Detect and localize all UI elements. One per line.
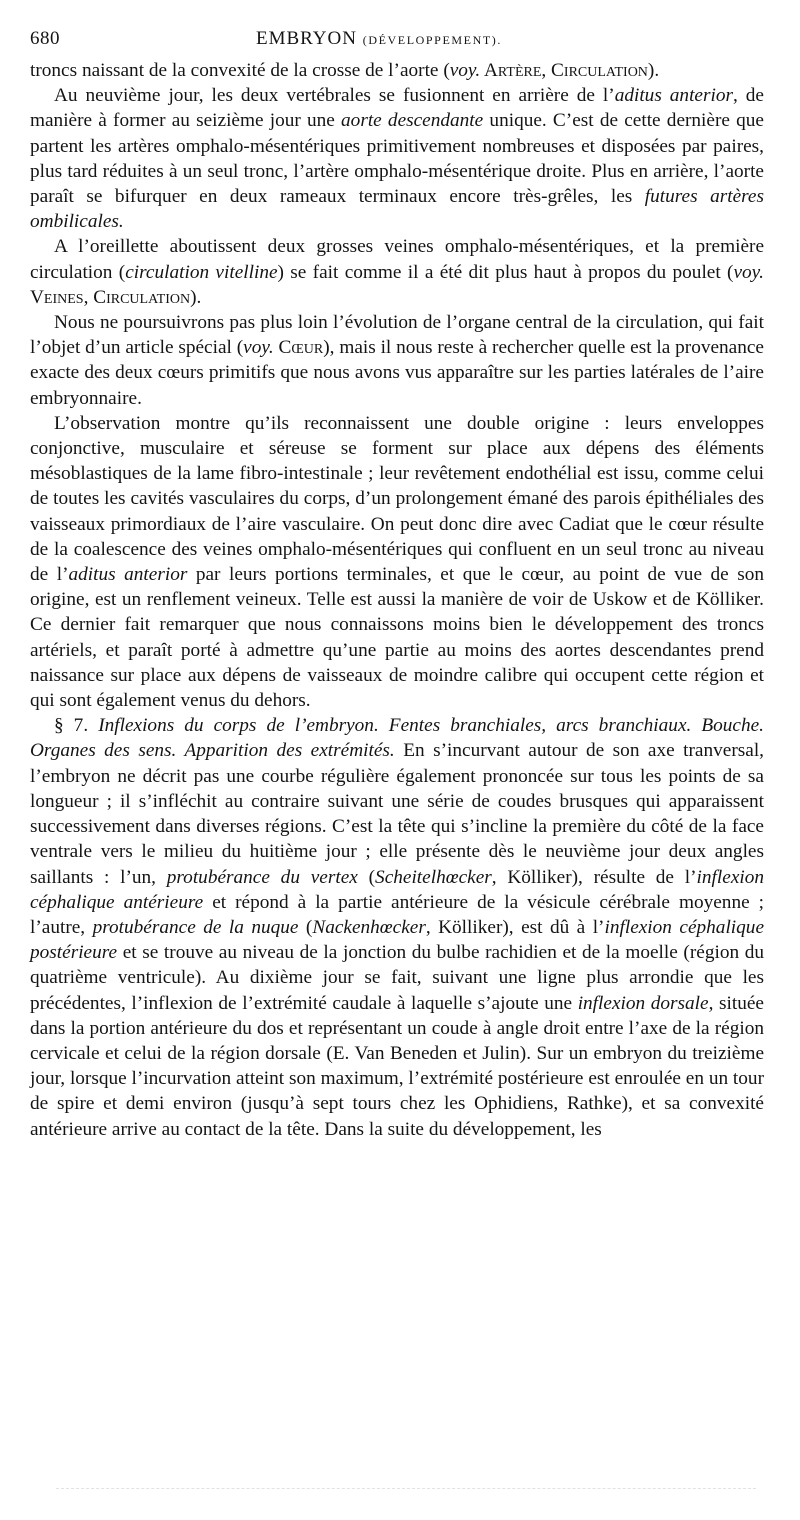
small-caps-text: Veines, Circulation — [30, 286, 191, 308]
text-run: § 7. — [54, 715, 99, 737]
italic-text: voy. — [733, 261, 764, 283]
text-run: et répond à la partie antérieure de la vésicule cérébrale moyenne ; l’autre, — [30, 891, 765, 938]
text-run: , Kölliker), est dû à l’ — [425, 916, 605, 938]
italic-text: protubérance du vertex — [166, 866, 358, 888]
small-caps-text: Cœur — [273, 337, 324, 359]
text-run: , Kölliker), résulte de l’ — [491, 866, 697, 888]
text-run: ). — [190, 286, 202, 308]
page-bottom-artifact — [56, 1488, 756, 1493]
italic-text: aditus anterior — [614, 85, 733, 107]
text-run: unique. C’est de cette dernière que partent les artères omphalo-mésentériques primitivement nombreuses et disposées par paires, plus tard réduites à un seul tronc, l’artère omphalo-mésentérique droite. Plus en arrière, l’aorte paraît se bifurquer en deux rameaux terminaux encore très-grêles, les — [30, 110, 764, 208]
paragraph — [30, 713, 764, 1141]
text-run: , de manière à former au seizième jour une — [30, 85, 764, 132]
italic-text: inflexion dorsale — [577, 992, 709, 1014]
italic-text: circulation vitelline — [125, 261, 278, 283]
document-page — [30, 28, 764, 1142]
italic-text: aditus anterior — [68, 564, 188, 586]
text-run: et se trouve au niveau de la jonction du bulbe rachidien et de la moelle (région du quatrième ventricule). Au dixième jour se fait, suivant une ligne plus arrondie que les précédentes, l’inflexion de l’extrémité caudale à laquelle s’ajoute une — [30, 942, 764, 1014]
text-run: , située dans la portion antérieure du dos et représentant un coude à angle droit entre l’axe de la région cervicale et celui de la région dorsale (E. Van Beneden et Julin). Sur un embryon du treizième jour, lorsque l’incurvation atteint son maximum, l’extrémité postérieure est enroulée en un tour de spire et demi environ (jusqu’à sept tours chez les Ophidiens, Rathke), et sa convexité antérieure arrive au contact de la tête. Dans la suite du développement, les — [30, 992, 764, 1140]
text-run: L’observation montre qu’ils reconnaissent une double origine : leurs enveloppes conjonctive, musculaire et séreuse se forment sur place aux dépens des éléments mésoblastiques de la lame fibro-intestinale ; leur revêtement endothélial est issu, comme celui de toutes les cavités vasculaires du corps, d’un prolongement émané des parois épithéliales des vaisseaux primordiaux de l’aire vasculaire. On peut donc dire avec Cadiat que le cœur résulte de la coalescence des veines omphalo-mésentériques qui confluent en un seul tronc au niveau de l’ — [30, 412, 764, 586]
italic-text: aorte descendante — [341, 110, 484, 132]
text-run: Au neuvième jour, les deux vertébrales se fusionnent en arrière de l’ — [54, 85, 615, 107]
text-run: Nous ne poursuivrons pas plus loin l’évolution de l’organe central de la circulation, qui fait l’objet d’un article spécial ( — [30, 312, 764, 359]
italic-text: futures artères ombilicales. — [30, 186, 764, 233]
text-run: ( — [357, 866, 376, 888]
text-run: A l’oreillette aboutissent deux grosses veines omphalo-mésentériques, et la première circulation ( — [30, 236, 764, 283]
paragraph — [30, 310, 764, 411]
page-number: 680 — [30, 28, 60, 49]
italic-text: Scheitelhœcker — [375, 866, 492, 888]
running-title-sub: (DÉVELOPPEMENT). — [362, 33, 502, 47]
paragraph — [30, 83, 764, 234]
paragraph — [30, 411, 764, 713]
italic-text: inflexion céphalique antérieure — [30, 866, 765, 913]
text-run: par leurs portions terminales, et que le cœur, au point de vue de son origine, est un renflement veineux. Telle est aussi la manière de voir de Uskow et de Kölliker. Ce dernier fait remarquer que nous connaissons moins bien le développement des troncs artériels, et paraît porté à admettre qu’une partie au moins des aortes descendantes prend naissance sur place aux dépens de vaisseaux de moindre calibre qui occupent cette région et qui sont également venus du dehors. — [30, 564, 764, 712]
running-title — [256, 28, 502, 50]
running-title-main: EMBRYON — [256, 28, 357, 49]
text-run: ). — [647, 60, 660, 81]
italic-text: Nackenhœcker — [312, 916, 426, 938]
body-text — [30, 58, 764, 1142]
paragraph — [30, 234, 764, 310]
text-run: ), mais il nous reste à rechercher quelle est la provenance exacte des deux cœurs primitifs que nous avons vus apparaître sur les parties latérales de l’aire embryonnaire. — [30, 337, 764, 409]
italic-text: Inflexions du corps de l’embryon. Fentes branchiales, arcs branchiaux. Bouche. Organes des sens. Apparition des extrémités. — [30, 715, 764, 762]
text-run: ) se fait comme il a été dit plus haut à propos du poulet ( — [277, 261, 734, 283]
italic-text: inflexion céphalique postérieure — [30, 916, 764, 964]
italic-text: voy. — [243, 337, 274, 359]
italic-text: voy. — [449, 60, 481, 81]
text-run: En s’incurvant autour de son axe tranversal, l’embryon ne décrit pas une courbe régulière également prononcée sur tous les points de sa longueur ; il s’infléchit au contraire suivant une série de coudes brusques qui apparaissent successivement dans diverses régions. C’est la tête qui s’incline la première du côté de la face ventrale vers le milieu du huitième jour ; elle présente dès le neuvième jour deux angles saillants : l’un, — [30, 740, 764, 888]
text-run: troncs naissant de la convexité de la crosse de l’aorte ( — [30, 60, 450, 81]
small-caps-text: Artère, Circulation — [480, 60, 648, 81]
text-run: ( — [298, 916, 313, 938]
paragraph — [30, 58, 764, 83]
running-header — [30, 28, 764, 58]
italic-text: protubérance de la nuque — [92, 916, 299, 938]
